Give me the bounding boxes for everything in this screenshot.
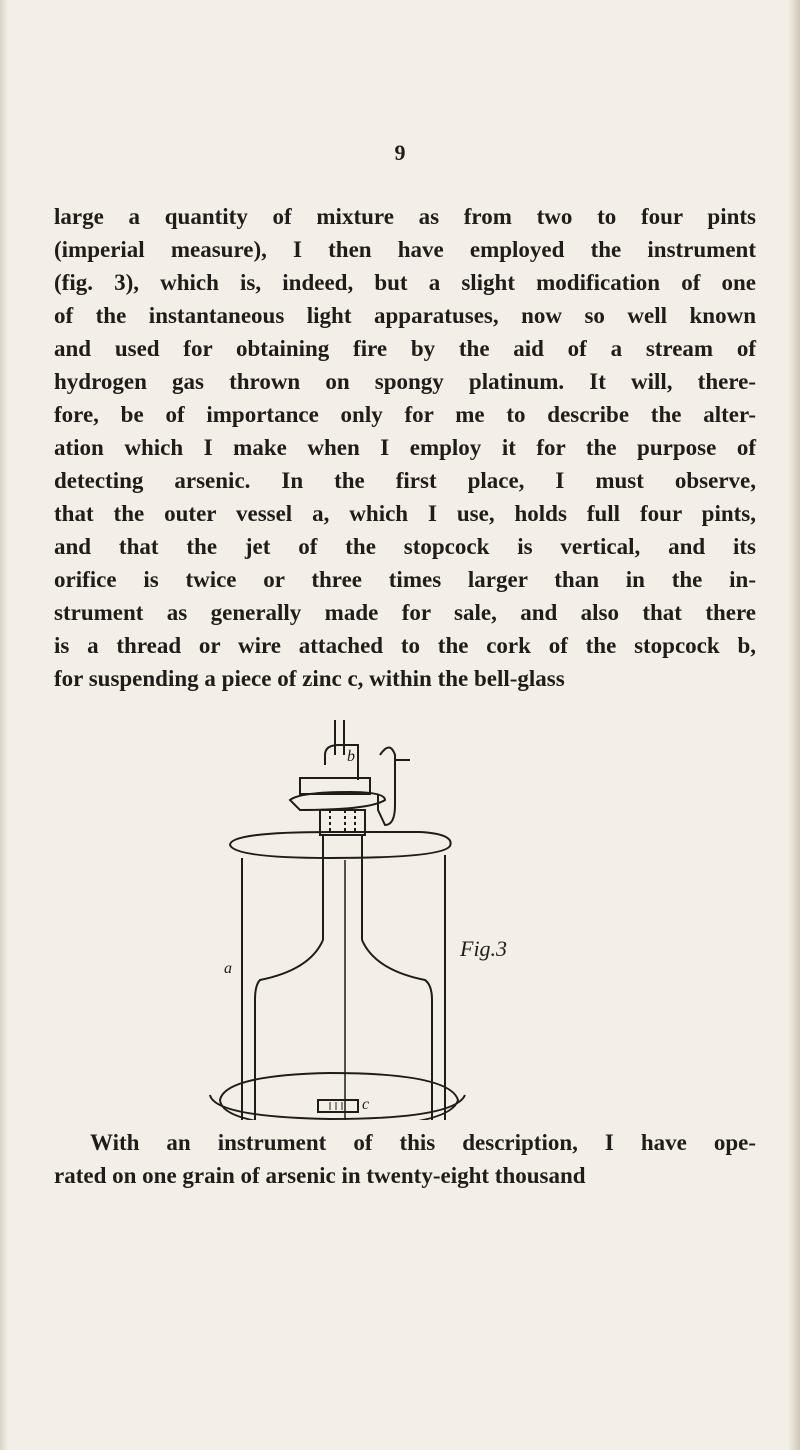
outer-vessel-a bbox=[210, 832, 465, 1120]
paragraph-1 bbox=[54, 200, 756, 695]
text-line: that the outer vessel a, which I use, holds full four pints, bbox=[54, 501, 756, 526]
stopcock-b bbox=[290, 720, 410, 835]
text-line: strument as generally made for sale, and also that there bbox=[54, 600, 756, 625]
figure-3-apparatus bbox=[150, 700, 550, 1120]
label-b: b bbox=[347, 748, 355, 765]
text-line: and used for obtaining fire by the aid of a stream of bbox=[54, 336, 756, 361]
text-line: (fig. 3), which is, indeed, but a slight modification of one bbox=[54, 270, 756, 295]
text-line: (imperial measure), I then have employed the instrument bbox=[54, 237, 756, 262]
text-line: is a thread or wire attached to the cork of the stopcock b, bbox=[54, 633, 756, 658]
text-line: rated on one grain of arsenic in twenty-eight thousand bbox=[54, 1163, 586, 1188]
text-line: ation which I make when I employ it for the purpose of bbox=[54, 435, 756, 460]
page-edge-shadow-left bbox=[0, 0, 8, 1450]
label-a: a bbox=[224, 960, 232, 977]
text-line: orifice is twice or three times larger than in the in- bbox=[54, 567, 756, 592]
text-line: With an instrument of this description, I have ope- bbox=[90, 1130, 756, 1155]
text-line: for suspending a piece of zinc c, within the bell-glass bbox=[54, 666, 565, 691]
label-c: c bbox=[362, 1096, 370, 1113]
text-line: large a quantity of mixture as from two to four pints bbox=[54, 204, 756, 229]
zinc-c bbox=[318, 1100, 358, 1112]
page-number: 9 bbox=[394, 140, 406, 165]
text-line: detecting arsenic. In the first place, I must observe, bbox=[54, 468, 756, 493]
paragraph-2 bbox=[54, 1126, 756, 1192]
page-edge-shadow-right bbox=[788, 0, 800, 1450]
text-line: fore, be of importance only for me to describe the alter- bbox=[54, 402, 756, 427]
text-line: hydrogen gas thrown on spongy platinum. It will, there- bbox=[54, 369, 756, 394]
text-line: and that the jet of the stopcock is vertical, and its bbox=[54, 534, 756, 559]
figure-caption: Fig.3 bbox=[460, 936, 508, 961]
text-line: of the instantaneous light apparatuses, now so well known bbox=[54, 303, 756, 328]
